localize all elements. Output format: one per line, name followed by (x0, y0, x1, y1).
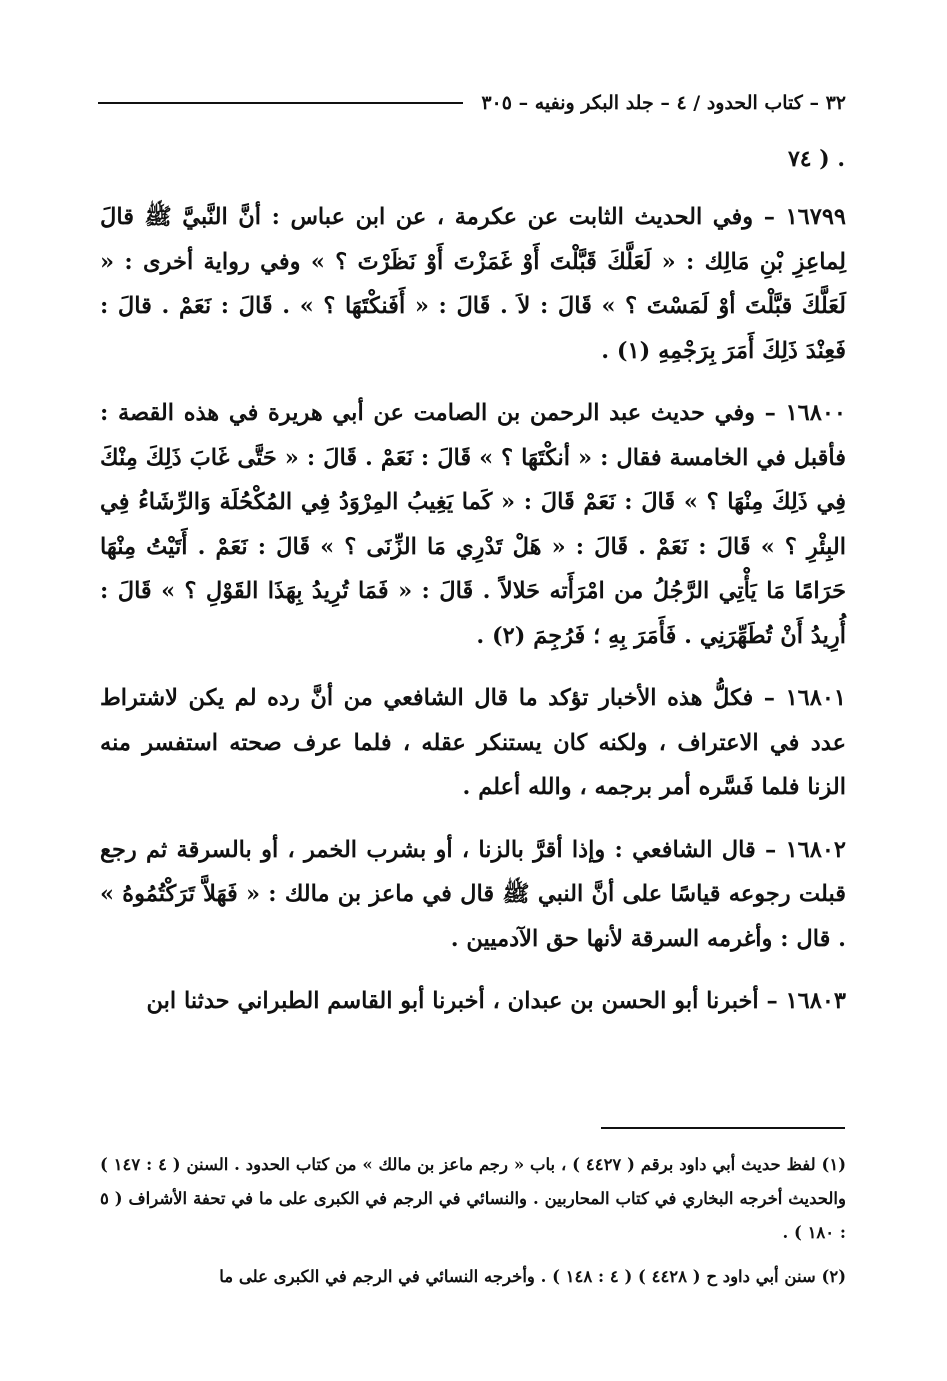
paragraph-16800: ١٦٨٠٠ – وفي حديث عبد الرحمن بن الصامت عن أبي هريرة في هذه القصة : فأقبل في الخامسة فقال : « أنكْتَهَا ؟ » قَالَ : نَعَمْ . قَالَ : « حَتَّى غَابَ ذَلِكَ مِنْكَ فِي ذَلِكَ مِنْهَا ؟ » قَالَ : نَعَمْ قَالَ : « كَما يَغِيبُ المِرْوَدُ فِي المُكْحُلَة وَالرِّشَاءُ فِي البِئْرِ ؟ » قَالَ : نَعَمْ . قَالَ : « هَلْ تَدْرِي مَا الزِّنَى ؟ » قَالَ : نَعَمْ . أَتَيْتُ مِنْهَا حَرَامًا مَا يَأْتِي الرَّجُلُ من امْرَأَته حَلالاً . قَالَ : « فَمَا تُرِيدُ بِهَذَا القَوْلِ ؟ » قَالَ : أُرِيدُ أَنْ تُطَهِّرَنِي . فَأَمَرَ بِهِ ؛ فَرُجِمَ (٢) . (100, 400, 846, 649)
footnote-2: (٢) سنن أبي داود ح ( ٤٤٢٨ ) ( ٤ : ١٤٨ ) . وأخرجه النسائي في الرجم في الكبرى على ما (219, 1267, 846, 1286)
footnote-1: (١) لفظ حديث أبي داود برقم ( ٤٤٢٧ ) ، باب « رجم ماعز بن مالك » من كتاب الحدود . السنن ( ٤ : ١٤٧ ) والحديث أخرجه البخاري في كتاب المحاربين . والنسائي في الرجم في الكبرى على ما في تحفة الأشراف ( ٥ : ١٨٠ ) . (100, 1155, 846, 1242)
running-header (98, 88, 846, 118)
continuation-line: . ( ٧٤ (787, 146, 845, 172)
main-text (100, 195, 846, 1042)
footnotes (100, 1148, 846, 1304)
paragraph-16799: ١٦٧٩٩ – وفي الحديث الثابت عن عكرمة ، عن ابن عباس : أنَّ النَّبيَّ ﷺ قالَ لِماعِزِ بْنِ مَالِك : « لَعَلَّكَ قَبَّلْتَ أَوْ غَمَزْتَ أَوْ نَظَرْتَ ؟ » وفي رواية أخرى : « لَعَلَّكَ قبَّلْتَ أوْ لَمَسْتَ ؟ » قَالَ : لاَ . قَالَ : « أَفَنكْتَهَا ؟ » . قَالَ : نَعَمْ . قالَ : فَعِنْدَ ذَلِكَ أَمَرَ بِرَجْمِهِ (١) . (100, 204, 846, 364)
header-rule (98, 102, 463, 104)
running-title: ٣٢ – كتاب الحدود / ٤ – جلد البكر ونفيه – ٣٠٥ (481, 92, 846, 114)
footnote-separator (601, 1127, 845, 1129)
paragraph-16801: ١٦٨٠١ – فكلُّ هذه الأخبار تؤكد ما قال الشافعي من أنَّ رده لم يكن لاشتراط عدد في الاعتراف ، ولكنه كان يستنكر عقله ، فلما عرف صحته استفسر منه الزنا فلما فَسَّره أمر برجمه ، والله أعلم . (100, 685, 846, 800)
paragraph-16802: ١٦٨٠٢ – قال الشافعي : وإذا أقرَّ بالزنا ، أو بشرب الخمر ، أو بالسرقة ثم رجع قبلت رجوعه قياسًا على أنَّ النبي ﷺ قال في ماعز بن مالك : « فَهَلاَّ تَرَكْتُمُوهُ » . قال : وأغرمه السرقة لأنها حق الآدميين . (100, 836, 846, 952)
paragraph-16803: ١٦٨٠٣ – أخبرنا أبو الحسن بن عبدان ، أخبرنا أبو القاسم الطبراني حدثنا ابن (146, 988, 846, 1014)
